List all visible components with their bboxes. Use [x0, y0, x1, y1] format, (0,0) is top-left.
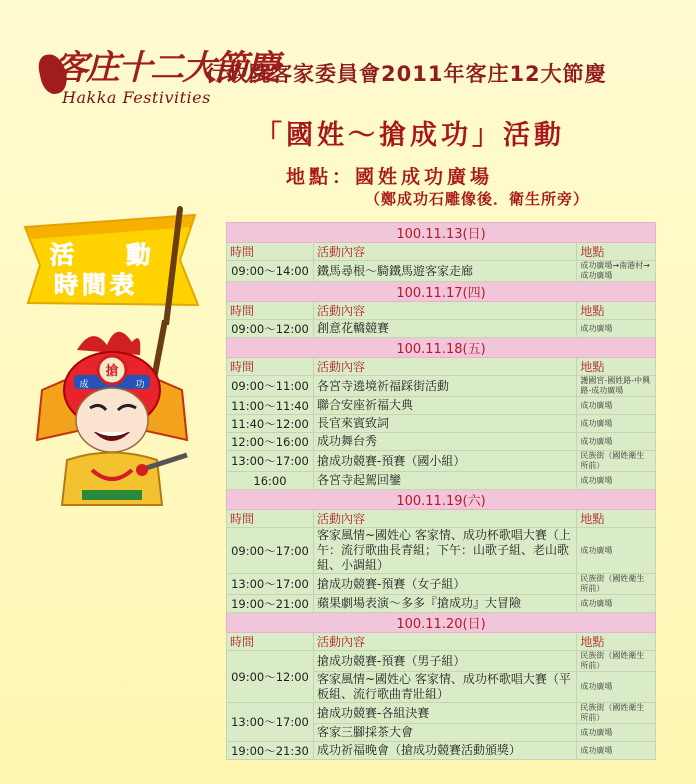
- content-cell: 客家風情~國姓心 客家情、成功杯歌唱大賽（平板組、流行歌曲青壯組）: [313, 672, 576, 703]
- mascot-hat-left-text: 成: [79, 380, 89, 390]
- logo-subtitle: Hakka Festivities: [62, 88, 211, 107]
- table-row: [227, 472, 656, 490]
- table-row: [227, 433, 656, 451]
- time-cell: 13:00～17:00: [227, 703, 314, 742]
- content-cell: 創意花轎競賽: [313, 320, 576, 338]
- header-time: 時間: [227, 302, 314, 320]
- time-cell: 09:00～17:00: [227, 528, 314, 574]
- header-row: [227, 243, 656, 261]
- location-cell: 成功廣場: [577, 415, 656, 433]
- time-cell: 19:00～21:30: [227, 742, 314, 760]
- location-cell: 成功廣場: [577, 595, 656, 613]
- header-time: 時間: [227, 358, 314, 376]
- location-cell: 民族街（國姓衛生所前）: [577, 574, 656, 595]
- header-row: [227, 633, 656, 651]
- content-cell: 成功祈福晚會（搶成功競賽活動頒獎）: [313, 742, 576, 760]
- date-cell: 100.11.13(日): [227, 223, 656, 243]
- location-cell: 民族街（國姓衛生所前）: [577, 651, 656, 672]
- table-row: [227, 261, 656, 282]
- location-cell: 護國宮-國姓路-中興路-成功廣場: [577, 376, 656, 397]
- header-loc: 地點: [577, 633, 656, 651]
- hakka-festivities-logo: [40, 40, 278, 115]
- mascot-hat-right-text: 功: [135, 380, 145, 390]
- time-cell: 19:00～21:00: [227, 595, 314, 613]
- header-content: 活動內容: [313, 510, 576, 528]
- table-row: [227, 595, 656, 613]
- date-row: [227, 338, 656, 358]
- time-cell: 16:00: [227, 472, 314, 490]
- table-row: [227, 397, 656, 415]
- main-title: 行政院客家委員會2011年客庄12大節慶: [205, 62, 607, 86]
- content-cell: 搶成功競賽-各組決賽: [313, 703, 576, 724]
- location-cell: 成功廣場: [577, 397, 656, 415]
- location-cell: 民族街（國姓衛生所前）: [577, 451, 656, 472]
- time-cell: 13:00～17:00: [227, 451, 314, 472]
- location-cell: 成功廣場: [577, 672, 656, 703]
- header-content: 活動內容: [313, 302, 576, 320]
- venue-note: （鄭成功石雕像後．衛生所旁）: [365, 190, 590, 208]
- logo-script-text: 客庄十二大節慶: [54, 48, 278, 88]
- date-cell: 100.11.18(五): [227, 338, 656, 358]
- content-cell: 聯合安座祈福大典: [313, 397, 576, 415]
- location-cell: 成功廣場→南港村→成功廣場: [577, 261, 656, 282]
- header-time: 時間: [227, 510, 314, 528]
- header-content: 活動內容: [313, 358, 576, 376]
- content-cell: 蘋果劇場表演～多多『搶成功』大冒險: [313, 595, 576, 613]
- time-cell: 09:00～11:00: [227, 376, 314, 397]
- header-loc: 地點: [577, 243, 656, 261]
- time-cell: 09:00～14:00: [227, 261, 314, 282]
- header-content: 活動內容: [313, 633, 576, 651]
- header-time: 時間: [227, 633, 314, 651]
- mascot-badge-text: 搶: [105, 364, 119, 379]
- table-row: [227, 376, 656, 397]
- header-loc: 地點: [577, 302, 656, 320]
- content-cell: 長官來賓致詞: [313, 415, 576, 433]
- venue-label: 地點：國姓成功廣場: [286, 166, 494, 188]
- content-cell: 成功舞台秀: [313, 433, 576, 451]
- event-title: 「國姓～搶成功」活動: [255, 120, 565, 151]
- time-cell: 09:00～12:00: [227, 651, 314, 703]
- date-cell: 100.11.19(六): [227, 490, 656, 510]
- flag-text-line1: 活 動: [50, 241, 173, 269]
- date-cell: 100.11.20(日): [227, 613, 656, 633]
- location-cell: 成功廣場: [577, 724, 656, 742]
- location-cell: 成功廣場: [577, 742, 656, 760]
- table-row: [227, 574, 656, 595]
- date-cell: 100.11.17(四): [227, 282, 656, 302]
- time-cell: 12:00～16:00: [227, 433, 314, 451]
- content-cell: 搶成功競賽-預賽（女子組）: [313, 574, 576, 595]
- date-row: [227, 490, 656, 510]
- table-row: [227, 651, 656, 672]
- header-loc: 地點: [577, 358, 656, 376]
- header-row: [227, 302, 656, 320]
- header-time: 時間: [227, 243, 314, 261]
- activity-schedule-table: [226, 222, 656, 760]
- table-row: [227, 742, 656, 760]
- location-cell: 民族街（國姓衛生所前）: [577, 703, 656, 724]
- header-row: [227, 358, 656, 376]
- table-row: [227, 320, 656, 338]
- content-cell: 各宮寺起駕回鑾: [313, 472, 576, 490]
- table-row: [227, 415, 656, 433]
- table-row: [227, 528, 656, 574]
- content-cell: 搶成功競賽-預賽（男子組）: [313, 651, 576, 672]
- location-cell: 成功廣場: [577, 472, 656, 490]
- content-cell: 各宮寺遶境祈福踩街活動: [313, 376, 576, 397]
- location-cell: 成功廣場: [577, 528, 656, 574]
- date-row: [227, 613, 656, 633]
- time-cell: 09:00～12:00: [227, 320, 314, 338]
- time-cell: 11:00～11:40: [227, 397, 314, 415]
- content-cell: 客家風情~國姓心 客家情、成功杯歌唱大賽（上午：流行歌曲長青組；下午：山歌子組、老山歌組、小調組）: [313, 528, 576, 574]
- time-cell: 13:00～17:00: [227, 574, 314, 595]
- location-cell: 成功廣場: [577, 433, 656, 451]
- flag-text-line2: 時間表: [54, 271, 138, 299]
- table-row: [227, 451, 656, 472]
- content-cell: 搶成功競賽-預賽（國小組）: [313, 451, 576, 472]
- content-cell: 鐵馬尋根～騎鐵馬遊客家走廊: [313, 261, 576, 282]
- schedule-flag-banner: [20, 205, 215, 325]
- header-content: 活動內容: [313, 243, 576, 261]
- date-row: [227, 282, 656, 302]
- header-loc: 地點: [577, 510, 656, 528]
- mascot-general: [22, 320, 202, 520]
- header-row: [227, 510, 656, 528]
- table-row: [227, 703, 656, 724]
- time-cell: 11:40～12:00: [227, 415, 314, 433]
- content-cell: 客家三腳採茶大會: [313, 724, 576, 742]
- location-cell: 成功廣場: [577, 320, 656, 338]
- date-row: [227, 223, 656, 243]
